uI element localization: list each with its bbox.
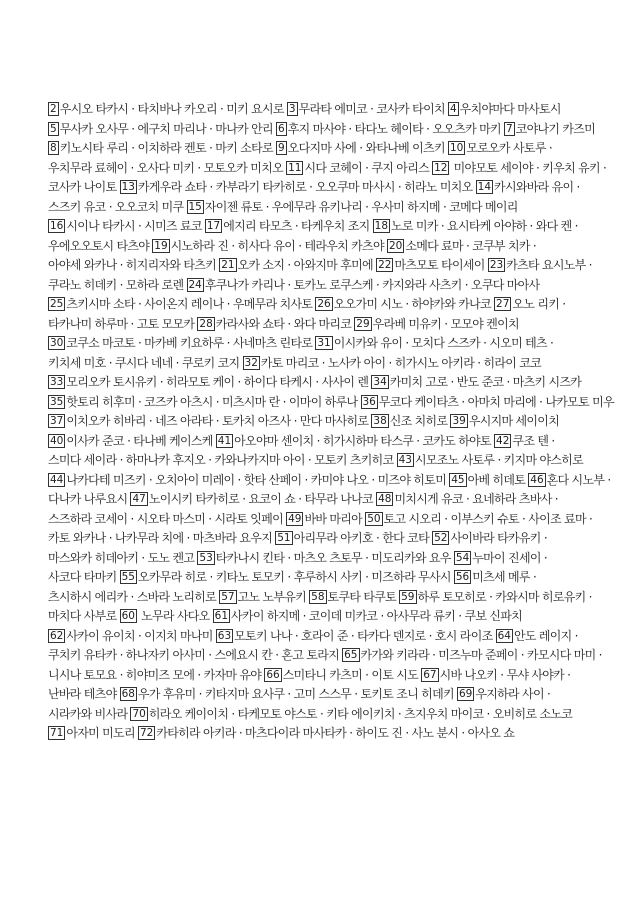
cast-list [48,100,614,744]
name-list-text: 시바 나오키 · 무샤 사야카 · [439,667,571,682]
episode-number-box: 9 [278,142,285,154]
name-list-text: 아자미 미도리 [66,726,138,740]
name-list-text: 자이젠 류토 · 우에무라 유키나리 · 우사미 하지메 · 코메다 메이리 [204,199,518,214]
name-list-text: 타카나미 하루마 · 고토 모모카 [48,316,198,331]
episode-number-box: 31 [317,337,331,349]
name-list-text: 코쿠소 마코토 · 마카베 키요하루 · 사네마츠 린타로 [66,336,316,350]
text-line [48,315,588,335]
episode-number-box: 19 [154,239,168,252]
name-list-text: 사이바라 타카유키 · [450,531,547,545]
episode-number-box: 48 [378,493,392,505]
episode-number-box: 24 [188,278,202,291]
text-line [48,432,588,452]
episode-number-box: 13 [121,181,135,193]
text-line [48,334,588,354]
name-list-text: 에지리 타모츠 · 타케우치 조지 [223,219,373,233]
episode-number-box: 3 [288,103,296,115]
name-list-text: 이시카와 유이 · 모치다 스즈카 · 시오미 테츠 · [333,336,554,350]
name-list-text: 히라오 케이이치 · 타케모토 야스토 · 키타 에이키치 · 츠지우치 마이코 · 오비히로 소노코 [148,706,573,721]
name-list-text: 이치오카 히바리 · 네즈 아라타 · 토카치 아즈사 · 만다 마사히로 [66,414,372,428]
episode-number-box: 59 [401,590,415,603]
name-list-text: 우에오오토시 타츠야 [48,238,153,253]
name-list-text: 혼다 시노부 · [546,472,611,487]
name-list-text: 오노 리키 · [512,297,566,311]
episode-number-box: 70 [132,707,146,720]
episode-number-box: 12 [434,161,448,174]
episode-number-box: 55 [121,571,135,583]
episode-number-box: 26 [317,298,331,310]
name-list-text: 키치세 미호 · 쿠시다 네네 · 쿠로키 코지 [48,355,243,370]
episode-number-box: 34 [373,376,387,388]
name-list-text: 아베 히데토 [467,472,529,487]
text-line [48,529,588,549]
episode-number-box: 17 [206,220,221,232]
text-line [48,159,607,179]
text-line [48,666,588,686]
name-list-text: 아야세 와카나 · 히지리자와 타츠키 [48,258,220,272]
name-list-text: 시라카와 비사라 [48,706,131,721]
text-line [48,276,588,296]
name-list-text: 하루 토모히로 · 카와시마 히로유키 · [417,589,592,604]
name-list-text: 미츠세 메루 · [472,570,537,584]
episode-number-box: 8 [50,142,57,154]
name-list-text: 사카이 하지메 · 코이데 미카코 · 아사무라 류키 · 쿠보 신파치 [231,609,523,623]
episode-number-box: 29 [356,317,370,330]
name-list-text: 노무라 사다오 [137,609,213,623]
text-line [48,588,592,608]
name-list-text: 시이나 타카시 · 시미즈 료코 [66,219,205,233]
name-list-text: 키노시타 루리 · 이치하라 켄토 · 마키 소타로 [59,141,276,155]
episode-number-box: 30 [50,337,64,349]
name-list-text: 우라베 미유키 · 모모야 켄이치 [372,316,519,331]
episode-number-box: 44 [50,473,64,486]
episode-number-box: 7 [506,122,513,135]
text-line [48,295,588,315]
name-list-text: 바바 마리아 [304,511,366,526]
text-line [48,510,593,530]
episode-number-box: 18 [374,220,389,232]
text-line [48,237,588,257]
name-list-text: 무사카 오사무 · 에구치 마리나 · 마나카 안리 [59,121,276,136]
episode-number-box: 66 [266,668,280,681]
name-list-text: 카츠타 요시노부 · [506,258,592,272]
episode-number-box: 11 [288,161,302,174]
text-line [48,568,588,588]
text-line [48,198,588,218]
name-list-text: 스미타니 카츠미 · 이토 시도 [282,667,422,682]
name-list-text: 모로오카 사토루 · [466,141,552,155]
episode-number-box: 10 [449,142,464,154]
name-list-text: 모리오카 토시유키 · 히라모토 케이 · 하이다 타케시 · 사사이 렌 [66,375,372,389]
text-line [48,490,588,510]
episode-number-box: 68 [121,688,135,700]
episode-number-box: 43 [398,454,412,466]
name-list-text: 스즈키 유코 · 오오코치 미쿠 [48,199,187,214]
episode-number-box: 4 [449,103,457,115]
episode-number-box: 14 [477,181,492,193]
name-list-text: 나카다테 미즈키 · 오치아이 미레이 · 핫타 산페이 · 카미야 나오 · 미즈야 히토미 [66,472,450,487]
episode-number-box: 6 [278,122,285,135]
episode-number-box: 23 [489,259,504,271]
episode-number-box: 69 [459,688,473,700]
name-list-text: 츠시하시 에리카 · 스바라 노리히로 [48,589,220,604]
episode-number-box: 57 [221,590,235,603]
episode-number-box: 62 [50,629,64,642]
text-line [48,256,592,276]
episode-number-box: 42 [496,434,510,447]
name-list-text: 후쿠나가 카리나 · 토카노 로쿠스케 · 카지와라 사츠키 · 오쿠다 마아사 [204,277,540,292]
name-list-text: 사카이 유이치 · 이지치 마나미 [66,628,216,643]
episode-number-box: 50 [367,512,381,525]
name-list-text: 카타히라 아키라 · 마츠다이라 마사타카 · 하이도 진 · 사노 분시 · 아사오 쇼 [156,726,515,740]
name-list-text: 핫토리 히후미 · 코즈카 아츠시 · 미츠시마 란 · 이마이 하루나 [66,394,361,409]
episode-number-box: 53 [199,551,213,564]
name-list-text: 카게우라 쇼타 · 카부라기 타카히로 · 오오쿠마 마사시 · 히라노 미치오 [137,180,476,194]
episode-number-box: 16 [50,220,64,232]
text-line [48,100,588,120]
episode-number-box: 71 [50,727,64,739]
episode-number-box: 40 [50,434,64,447]
name-list-text: 노로 미카 · 요시타케 아야하 · 와다 켄 · [391,219,578,233]
name-list-text: 시노하라 진 · 히사다 유이 · 테라우치 카츠야 [170,238,387,253]
name-list-text: 모토키 나나 · 호라이 준 · 타카다 덴지로 · 호시 라이조 [234,628,496,643]
text-line [48,139,588,159]
name-list-text: 코야나기 카즈미 [515,121,596,136]
episode-number-box: 20 [388,239,403,252]
text-line [48,373,588,393]
name-list-text: 안도 레이지 · [513,628,578,643]
name-list-text: 누마이 진세이 · [472,550,547,565]
text-line [48,705,588,725]
name-list-text: 우치야마다 마사토시 [459,102,561,116]
name-list-text: 츠키시마 소타 · 사이온지 레이나 · 우메무라 치사토 [66,297,316,311]
episode-number-box: 67 [423,668,437,681]
name-list-text: 카시와바라 유이 · [494,180,580,194]
name-list-text: 카라사와 쇼타 · 와다 마리코 [215,316,355,331]
name-list-text: 오오가미 시노 · 하야카와 카나코 [333,297,495,311]
name-list-text: 신조 치히로 [389,414,451,428]
name-list-text: 무라타 에미코 · 코사카 타이치 [298,102,448,116]
name-list-text: 우지하라 사이 · [475,687,551,701]
name-list-text: 코사카 나이토 [48,180,120,194]
name-list-text: 미치시게 유코 · 요네하라 츠바사 · [394,492,558,506]
episode-number-box: 15 [188,200,202,213]
episode-number-box: 56 [455,571,470,583]
name-list-text: 마츠모토 타이세이 [394,258,488,272]
name-list-text: 노이시키 타카히로 · 요코이 쇼 · 타무라 나나코 [148,492,377,506]
text-line [48,685,588,705]
episode-number-box: 60 [121,610,135,622]
text-line [48,627,588,647]
episode-number-box: 32 [244,356,258,369]
text-line [48,471,611,491]
name-list-text: 난바라 테츠야 [48,687,120,701]
name-list-text: 쿠조 텐 · [512,433,555,448]
episode-number-box: 64 [497,629,511,642]
name-list-text: 카가와 키라라 · 미즈누마 준페이 · 카모시다 마미 · [360,648,602,662]
episode-number-box: 37 [50,415,64,427]
episode-number-box: 2 [50,103,57,115]
episode-number-box: 47 [132,493,146,505]
text-line [48,354,588,374]
name-list-text: 시다 코헤이 · 쿠지 아리스 [304,160,433,175]
episode-number-box: 41 [217,434,232,447]
text-line [48,412,588,432]
name-list-text: 시모조노 사토루 · 키지마 야스히로 [414,453,584,467]
episode-number-box: 28 [199,317,213,330]
name-list-text: 마스와카 히데아키 · 도노 켄고 [48,550,198,565]
name-list-text: 오카 소지 · 아와지마 후미에 [237,258,377,272]
name-list-text: 다나카 나루요시 [48,492,131,506]
name-list-text: 니시나 토모요 · 히야미즈 모에 · 카자마 유야 [48,667,265,682]
episode-number-box: 65 [344,649,358,661]
name-list-text: 타카나시 킨타 · 마츠오 츠토무 · 미도리카와 요우 [215,550,454,565]
name-list-text: 카미치 고로 · 반도 준코 · 마츠키 시즈카 [389,375,582,389]
episode-number-box: 52 [434,532,448,544]
episode-number-box: 22 [378,259,392,271]
episode-number-box: 49 [288,512,302,525]
episode-number-box: 21 [221,259,235,271]
name-list-text: 소메다 료마 · 코쿠부 치카 · [405,238,537,253]
episode-number-box: 54 [455,551,470,564]
text-line [48,646,602,666]
name-list-text: 마치다 사부로 [48,609,120,623]
name-list-text: 오카무라 히로 · 키타노 토모키 · 후루하시 사키 · 미즈하라 무사시 [137,570,454,584]
episode-number-box: 27 [496,298,510,310]
name-list-text: 쿠치키 유타카 · 하나자키 아사미 · 스에요시 칸 · 혼고 토라지 [48,648,343,662]
name-list-text: 토쿠타 타쿠토 [327,589,400,604]
name-list-text: 아리무라 아키호 · 한다 코타 [293,531,433,545]
text-line [48,451,588,471]
episode-number-box: 51 [277,532,291,544]
text-line [48,217,588,237]
name-list-text: 스미다 세이라 · 하마나카 후지오 · 카와나카지마 아이 · 모토키 츠키히코 [48,453,397,467]
name-list-text: 이사카 준코 · 타나베 케이스케 [66,433,216,448]
episode-number-box: 33 [50,376,64,388]
episode-number-box: 45 [451,473,465,486]
name-list-text: 카토 마리코 · 노사카 아이 · 히가시노 아키라 · 히라이 코코 [260,355,542,370]
name-list-text: 우시오 타카시 · 타치바나 카오리 · 미키 요시로 [59,102,287,116]
episode-number-box: 39 [452,415,466,427]
episode-number-box: 36 [362,395,376,408]
episode-number-box: 61 [214,610,229,622]
episode-number-box: 58 [311,590,325,603]
name-list-text: 우시지마 세이이치 [468,414,560,428]
name-list-text: 오다지마 사에 · 와타나베 이츠키 [287,141,448,155]
text-line [48,549,588,569]
name-list-text: 사코다 타마키 [48,570,120,584]
name-list-text: 우치무라 료헤이 · 오사다 미키 · 모토오카 미치오 [48,160,287,175]
name-list-text: 후지 마사야 · 타다노 헤이타 · 오오츠카 마키 [287,121,504,136]
name-list-text: 무코다 케이타츠 · 아마치 마리에 · 나카모토 미우 [378,394,614,409]
episode-number-box: 5 [50,122,57,135]
name-list-text: 아오야마 센이치 · 히가시하마 타스쿠 · 코카도 하야토 [234,433,495,448]
name-list-text: 스즈하라 코세이 · 시오타 마스미 · 시라토 잇페이 [48,511,287,526]
episode-number-box: 25 [50,298,64,310]
text-line [48,724,588,744]
episode-number-box: 35 [50,395,64,408]
name-list-text: 카토 와카나 · 나카무라 치에 · 마츠바라 요우지 [48,531,276,545]
name-list-text: 고노 노부유키 [237,589,310,604]
episode-number-box: 63 [217,629,232,642]
episode-number-box: 38 [373,415,387,427]
text-line [48,120,596,140]
name-list-text: 쿠라노 히데키 · 모하라 로렌 [48,277,187,292]
name-list-text: 미야모토 세이야 · 키우치 유키 · [450,160,607,175]
name-list-text: 토고 시오리 · 이부스키 슈토 · 사이조 료마 · [383,511,593,526]
name-list-text: 우가 후유미 · 키타지마 요사쿠 · 고미 스스무 · 토키토 조니 히데키 [137,687,457,701]
text-line [48,607,588,627]
text-line [48,178,588,198]
text-line [48,393,614,413]
episode-number-box: 46 [530,473,544,486]
episode-number-box: 72 [139,727,154,739]
